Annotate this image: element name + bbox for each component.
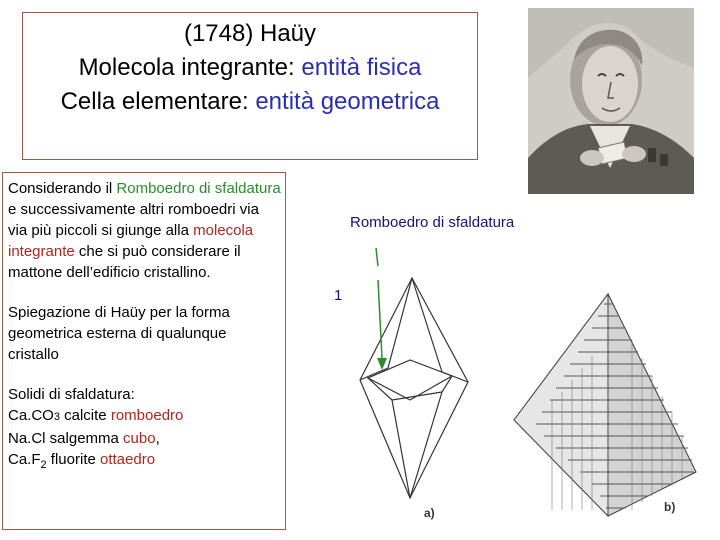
- caf2-formula: Ca.F: [8, 451, 41, 468]
- p1-text-c: che si può considerare il mattone dell’edificio cristallino.: [8, 243, 241, 281]
- hauy-portrait: [528, 8, 694, 194]
- crystal-figure: [292, 240, 720, 540]
- title-box: [22, 12, 478, 160]
- caco3-shape: romboedro: [110, 407, 184, 424]
- line-caco3: [8, 405, 281, 428]
- caf2-subscript: 2: [40, 459, 47, 471]
- line-caf2: [8, 449, 281, 476]
- p1-romboedro-highlight: Romboedro di sfaldatura: [116, 180, 281, 197]
- description-box: [2, 172, 286, 530]
- romboedro-label: Romboedro di sfaldatura: [350, 214, 515, 231]
- line-nacl: [8, 428, 281, 449]
- caco3-subscript: 3: [53, 411, 60, 423]
- title-cella-label: Cella elementare:: [60, 88, 256, 115]
- p1-text-a: Considerando il: [8, 180, 117, 197]
- figure-a-scalenohedron: [360, 278, 468, 498]
- nacl-shape: cubo: [123, 430, 156, 447]
- title-molecola-highlight: entità fisica: [301, 54, 422, 81]
- paragraph-solidi-heading: Solidi di sfaldatura:: [8, 386, 135, 403]
- title-line-year: (1748) Haüy: [183, 20, 317, 47]
- caco3-formula: Ca.CO: [8, 407, 54, 424]
- title-line-cella: [23, 85, 477, 119]
- p1-molecola-highlight: molecola integrante: [8, 222, 254, 260]
- p1-text-b: e successivamente altri romboedri via via più piccoli si giunge alla: [8, 201, 259, 239]
- nacl-name: Na.Cl salgemma: [8, 430, 124, 447]
- portrait-engraving: [528, 8, 694, 194]
- arrow-indicator: [376, 248, 387, 370]
- figure-b-stacked-blocks: [514, 294, 696, 516]
- caption-a: a): [424, 506, 435, 520]
- caption-b: b): [664, 500, 676, 514]
- nacl-comma: ,: [155, 430, 160, 447]
- caf2-shape: ottaedro: [100, 451, 156, 468]
- caf2-name: fluorite: [46, 451, 100, 468]
- caco3-name: calcite: [59, 407, 111, 424]
- figure-number-label: 1: [334, 287, 343, 304]
- paragraph-spiegazione: Spiegazione di Haüy per la forma geometrica esterna di qualunque cristallo: [8, 304, 230, 363]
- paragraph-romboedro: [8, 178, 281, 283]
- title-molecola-label: Molecola integrante:: [78, 54, 302, 81]
- title-line-molecola: [23, 51, 477, 85]
- title-cella-highlight: entità geometrica: [255, 88, 440, 115]
